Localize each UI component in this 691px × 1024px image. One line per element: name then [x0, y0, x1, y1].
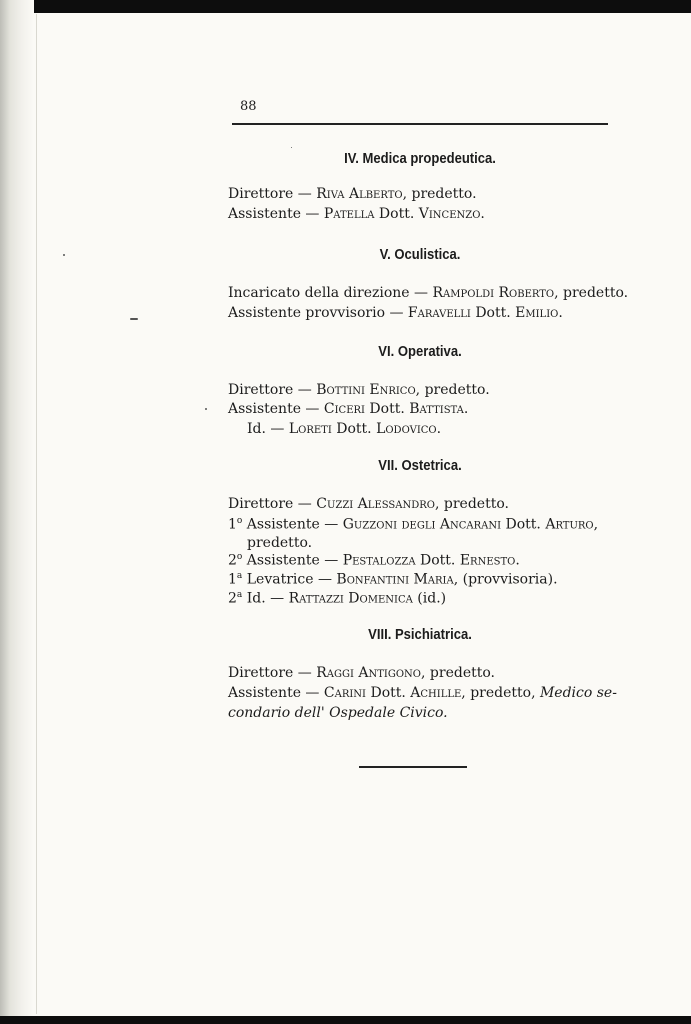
entry-text: a [236, 571, 243, 581]
person-name: Riva Alberto [316, 186, 403, 202]
person-name: Raggi Antigono [316, 665, 422, 681]
person-name: Carini [323, 685, 367, 701]
person-name: Vincenzo [418, 206, 481, 222]
person-name: Battista [409, 401, 464, 417]
entry-text: , predetto. [421, 665, 495, 681]
entry-line [228, 590, 446, 607]
person-name: Arturo [545, 516, 594, 533]
entry-line [228, 285, 628, 301]
person-name: Patella [323, 206, 375, 222]
entry-text: Dott. [415, 552, 460, 569]
entry-line [228, 516, 598, 533]
entry-text: . [480, 206, 485, 222]
person-name: Ernesto [459, 552, 516, 569]
entry-line [228, 401, 468, 417]
entry-line [228, 496, 509, 512]
page-number: 88 [240, 99, 257, 114]
entry-text: , predetto. [415, 382, 490, 398]
entry-text: 2 [228, 552, 237, 569]
book-spine-shadow [0, 0, 34, 1024]
person-name: Emilio [515, 305, 559, 321]
entry-line [228, 571, 558, 588]
entry-text: Dott. [470, 305, 516, 321]
entry-text: Dott. [374, 206, 419, 222]
entry-text: Id. — [242, 590, 289, 607]
scan-bottom-border [0, 1016, 691, 1024]
scan-top-border [0, 0, 691, 13]
paper-speck [63, 254, 65, 256]
entry-text: predetto. [247, 535, 313, 551]
entry-text: Dott. [366, 685, 411, 701]
entry-text: . [463, 401, 469, 417]
person-name: Rampoldi Roberto [432, 285, 555, 301]
entry-text: Assistente — [242, 552, 343, 569]
entry-text: 1 [228, 516, 237, 533]
paper-speck [130, 318, 138, 320]
entry-text: Dott. [501, 516, 546, 533]
entry-text: . [436, 421, 442, 437]
entry-line [228, 186, 477, 202]
entry-text: , predetto. [434, 496, 509, 512]
section-heading: VI. Operativa. [378, 344, 462, 360]
header-rule [232, 123, 608, 125]
entry-text: Incaricato della direzione — [228, 285, 433, 301]
person-name: Bottini Enrico [316, 382, 416, 398]
gutter-line [36, 14, 37, 1014]
entry-text: , (provvisoria). [453, 571, 558, 588]
closing-rule [359, 766, 467, 768]
entry-line [228, 705, 448, 721]
entry-text: 1 [228, 571, 237, 588]
paper-speck [205, 408, 207, 410]
person-name: Loreti [288, 421, 332, 437]
person-name: Achille [410, 685, 462, 701]
person-name: Rattazzi Domenica [288, 590, 413, 607]
paper-speck [291, 147, 292, 148]
entry-text: Direttore — [228, 382, 317, 398]
entry-line [228, 206, 485, 222]
person-name: Ciceri [323, 401, 365, 417]
entry-line [228, 382, 490, 398]
entry-text: 2 [228, 590, 237, 607]
section-heading: IV. Medica propedeutica. [344, 151, 496, 167]
entry-text: Assistente — [228, 206, 324, 222]
entry-text: Direttore — [228, 186, 317, 202]
entry-text: Dott. [364, 401, 410, 417]
person-name: Guzzoni degli Ancarani [342, 516, 502, 533]
person-name: Pestalozza [342, 552, 416, 569]
entry-text: (id.) [412, 590, 447, 607]
entry-text: , predetto, [461, 685, 540, 701]
entry-text: Levatrice — [242, 571, 337, 588]
entry-text: Assistente — [242, 516, 343, 533]
entry-text: o [236, 516, 243, 526]
section-heading: V. Oculistica. [379, 247, 461, 263]
entry-text: a [236, 590, 243, 600]
entry-text: Direttore — [228, 496, 317, 512]
entry-text: Assistente provvisorio — [228, 305, 408, 321]
entry-text: Assistente — [228, 685, 324, 701]
entry-line [228, 665, 495, 681]
person-name: Cuzzi Alessandro [316, 496, 435, 512]
italic-text: condario dell' Ospedale Civico. [228, 705, 448, 721]
person-name: Lodovico [376, 421, 437, 437]
person-name: Faravelli [407, 305, 471, 321]
entry-line [247, 535, 312, 551]
entry-text: o [236, 552, 243, 562]
section-heading: VIII. Psichiatrica. [368, 627, 472, 643]
entry-line [228, 305, 563, 321]
section-heading: VII. Ostetrica. [378, 458, 462, 474]
entry-text: . [558, 305, 563, 321]
entry-line [228, 552, 520, 569]
entry-text: . [515, 552, 520, 569]
entry-text: Assistente — [228, 401, 324, 417]
entry-line [228, 685, 617, 701]
entry-text: Dott. [331, 421, 377, 437]
entry-text: Id. — [247, 421, 289, 437]
entry-line [247, 421, 441, 437]
italic-text: Medico se- [539, 685, 617, 701]
entry-text: Direttore — [228, 665, 317, 681]
person-name: Bonfantini Maria [336, 571, 454, 588]
entry-text: , predetto. [554, 285, 629, 301]
entry-text: , [593, 516, 599, 533]
entry-text: , predetto. [402, 186, 477, 202]
